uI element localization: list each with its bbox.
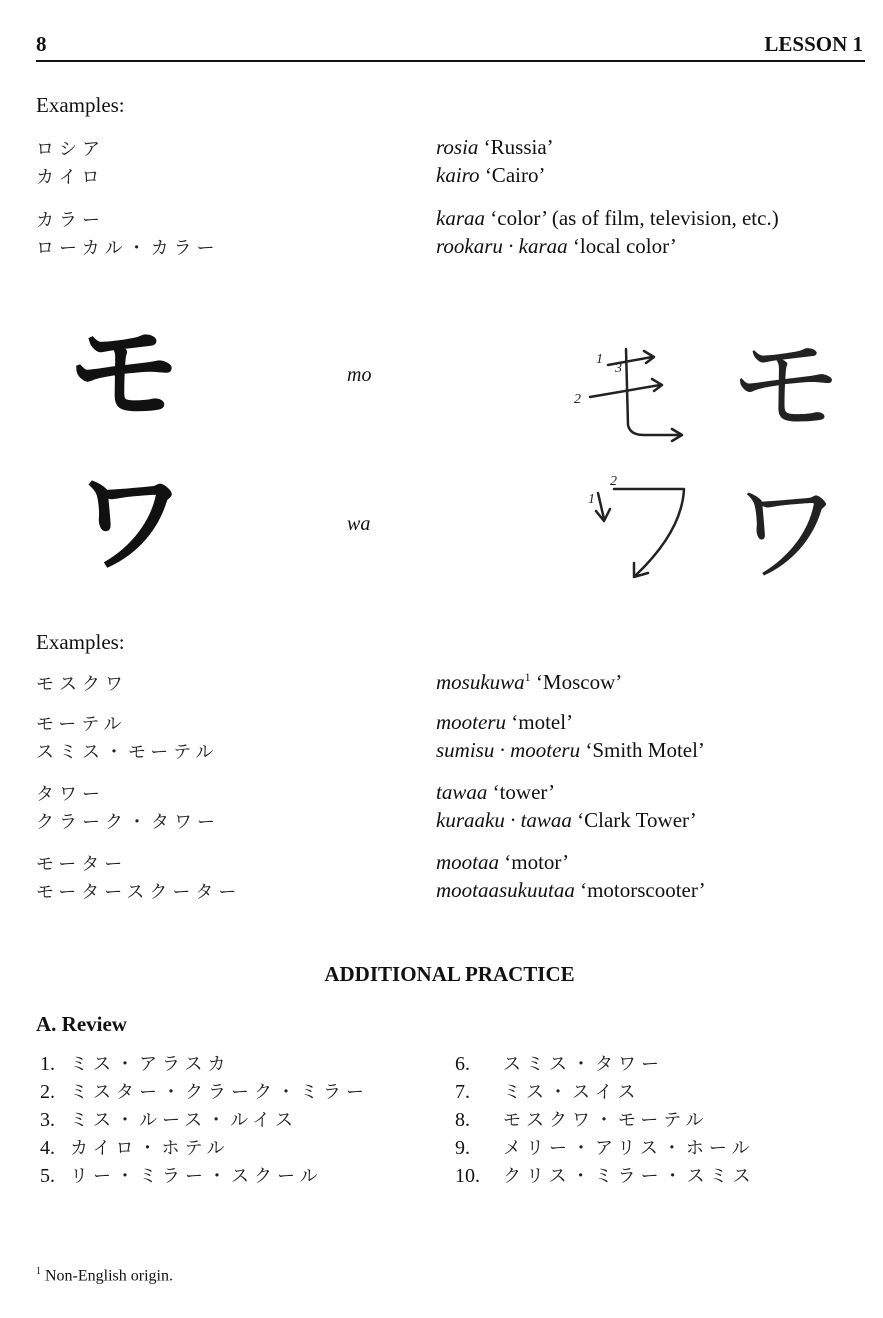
example-gloss: ‘motorscooter’ bbox=[580, 878, 706, 902]
item-number: 3. bbox=[40, 1109, 55, 1131]
list-item bbox=[455, 1078, 756, 1106]
list-item bbox=[40, 1050, 369, 1078]
item-text: ミス・スイス bbox=[503, 1082, 641, 1103]
subsection-title: A. Review bbox=[36, 1012, 127, 1036]
example-romaji-row bbox=[436, 780, 555, 805]
item-number: 8. bbox=[455, 1109, 470, 1131]
list-item bbox=[455, 1162, 756, 1190]
stroke-number: 1 bbox=[588, 492, 595, 507]
list-item bbox=[455, 1134, 756, 1162]
example-romaji: kuraaku · tawaa bbox=[436, 808, 572, 832]
example-gloss: ‘color’ (as of film, television, etc.) bbox=[490, 206, 779, 230]
example-romaji: rosia bbox=[436, 135, 479, 159]
example-gloss: ‘tower’ bbox=[492, 780, 556, 804]
kana-wa-handwritten: ワ bbox=[730, 469, 842, 599]
section-title: ADDITIONAL PRACTICE bbox=[324, 962, 575, 986]
example-romaji: tawaa bbox=[436, 780, 488, 804]
example-gloss: ‘motor’ bbox=[504, 850, 570, 874]
item-text: クリス・ミラー・スミス bbox=[503, 1166, 756, 1187]
list-item bbox=[40, 1106, 369, 1134]
example-romaji: kairo bbox=[436, 163, 480, 187]
example-romaji: mooteru bbox=[436, 710, 506, 734]
item-text: ミスター・クラーク・ミラー bbox=[70, 1082, 369, 1103]
example-jp: モーター bbox=[36, 854, 128, 875]
example-romaji-row bbox=[436, 738, 705, 763]
header-rule bbox=[36, 60, 865, 62]
review-list-right bbox=[455, 1050, 756, 1190]
example-jp: モーテル bbox=[36, 714, 127, 735]
example-gloss: ‘Smith Motel’ bbox=[585, 738, 705, 762]
kana-mo-romaji: mo bbox=[347, 364, 372, 386]
example-jp: ロシア bbox=[36, 139, 105, 160]
item-text: モスクワ・モーテル bbox=[503, 1110, 709, 1131]
example-romaji-row bbox=[436, 234, 677, 259]
example-gloss: ‘local color’ bbox=[572, 234, 677, 258]
kana-wa-romaji: wa bbox=[347, 513, 371, 535]
review-list-left bbox=[40, 1050, 369, 1190]
item-number: 7. bbox=[455, 1081, 470, 1103]
item-number: 1. bbox=[40, 1053, 55, 1075]
examples-label: Examples: bbox=[36, 630, 125, 654]
example-romaji: mootaasukuutaa bbox=[436, 878, 575, 902]
example-romaji-row bbox=[436, 710, 573, 735]
list-item bbox=[40, 1162, 369, 1190]
example-gloss: ‘Moscow’ bbox=[535, 670, 623, 694]
stroke-order-diagram bbox=[560, 335, 710, 595]
list-item bbox=[40, 1134, 369, 1162]
kana-mo-handwritten: モ bbox=[730, 321, 842, 451]
example-romaji-row bbox=[436, 670, 622, 695]
example-jp: スミス・モーテル bbox=[36, 742, 219, 763]
example-gloss: ‘Cairo’ bbox=[484, 163, 546, 187]
stroke-number: 1 bbox=[596, 352, 603, 367]
example-jp: ローカル・カラー bbox=[36, 238, 220, 259]
item-number: 6. bbox=[455, 1053, 470, 1075]
example-gloss: ‘Russia’ bbox=[483, 135, 554, 159]
item-text: ミス・ルース・ルイス bbox=[70, 1110, 299, 1131]
item-text: リー・ミラー・スクール bbox=[70, 1166, 323, 1187]
example-jp: タワー bbox=[36, 784, 105, 805]
list-item bbox=[455, 1106, 756, 1134]
example-gloss: ‘motel’ bbox=[511, 710, 574, 734]
example-romaji: karaa bbox=[436, 206, 485, 230]
lesson-title: LESSON 1 bbox=[764, 32, 863, 56]
example-gloss: ‘Clark Tower’ bbox=[577, 808, 697, 832]
stroke-number: 3 bbox=[615, 361, 622, 376]
footnote bbox=[36, 1266, 173, 1285]
item-text: カイロ・ホテル bbox=[70, 1138, 230, 1159]
footnote-text: Non-English origin. bbox=[45, 1267, 173, 1285]
footnote-mark: 1 bbox=[36, 1266, 41, 1277]
example-jp: カイロ bbox=[36, 167, 105, 188]
example-romaji-row bbox=[436, 135, 554, 160]
stroke-number: 2 bbox=[610, 474, 617, 489]
example-romaji: rookaru · karaa bbox=[436, 234, 568, 258]
example-jp: モスクワ bbox=[36, 674, 128, 695]
example-jp: カラー bbox=[36, 210, 105, 231]
list-item bbox=[40, 1078, 369, 1106]
item-text: ミス・アラスカ bbox=[70, 1054, 231, 1075]
example-romaji-row bbox=[436, 206, 779, 231]
item-number: 10. bbox=[455, 1165, 480, 1187]
page-number: 8 bbox=[36, 32, 47, 56]
item-number: 9. bbox=[455, 1137, 470, 1159]
example-romaji-row bbox=[436, 808, 697, 833]
example-romaji-row bbox=[436, 850, 569, 875]
stroke-number: 2 bbox=[574, 392, 581, 407]
example-romaji: mosukuwa bbox=[436, 670, 525, 694]
item-number: 5. bbox=[40, 1165, 55, 1187]
item-text: メリー・アリス・ホール bbox=[503, 1138, 755, 1159]
example-romaji-row bbox=[436, 163, 545, 188]
item-number: 4. bbox=[40, 1137, 55, 1159]
example-jp: クラーク・タワー bbox=[36, 812, 220, 833]
item-number: 2. bbox=[40, 1081, 55, 1103]
example-romaji: sumisu · mooteru bbox=[436, 738, 581, 762]
item-text: スミス・タワー bbox=[503, 1054, 664, 1075]
kana-mo-large: モ bbox=[68, 308, 180, 439]
list-item bbox=[455, 1050, 756, 1078]
example-romaji-row bbox=[436, 878, 706, 903]
kana-wa-large: ワ bbox=[74, 458, 186, 589]
example-jp: モータースクーター bbox=[36, 882, 242, 903]
example-romaji: mootaa bbox=[436, 850, 499, 874]
examples-label: Examples: bbox=[36, 93, 125, 117]
footnote-ref: 1 bbox=[524, 670, 531, 684]
